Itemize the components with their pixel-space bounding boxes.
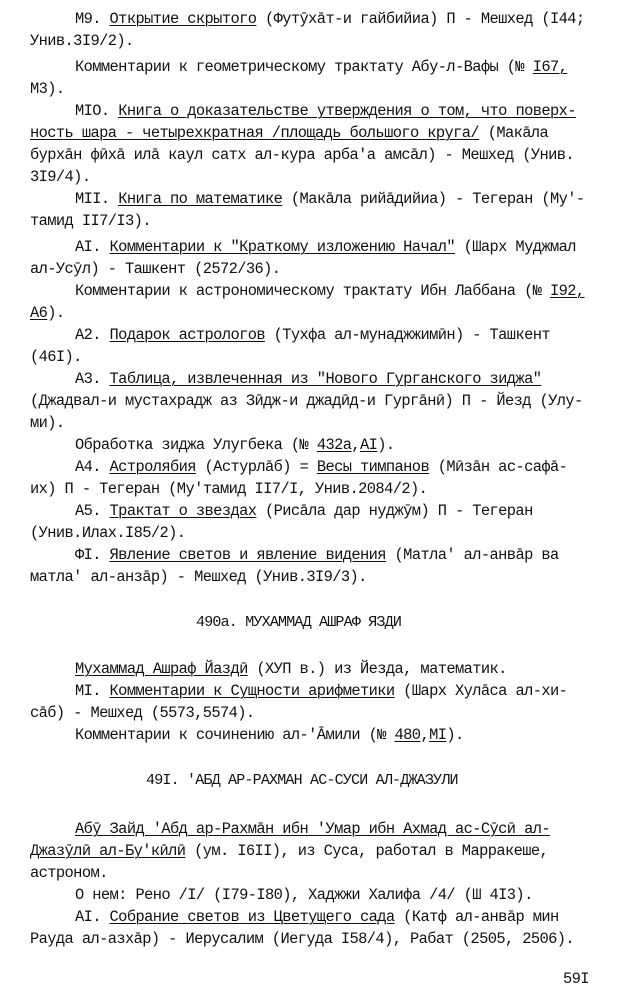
underlined-title: I67, xyxy=(532,58,568,76)
text-run: ал-Усӯл) - Ташкент (2572/36). xyxy=(30,260,281,278)
text-line xyxy=(75,324,550,346)
text-run: Комментарии к сочинению ал-'Āмили (№ xyxy=(75,726,395,744)
text-line xyxy=(75,680,567,702)
text-run: MI. xyxy=(75,682,110,700)
underlined-title: MI xyxy=(429,726,447,744)
text-line xyxy=(75,818,550,840)
text-line xyxy=(75,280,585,302)
text-run: матла' ал-анзāр) - Мешхед (Унив.3I9/3). xyxy=(30,568,367,586)
text-run: ФI. xyxy=(75,546,110,564)
text-line xyxy=(30,78,65,100)
text-run: (Рисāла дар нуджӯм) П - Тегеран xyxy=(256,502,533,520)
text-run: M9. xyxy=(75,10,110,28)
section-heading xyxy=(196,612,401,634)
text-run: ми). xyxy=(30,414,65,432)
text-run: , xyxy=(351,436,360,454)
text-run: , xyxy=(420,726,430,744)
text-line xyxy=(75,434,395,456)
text-run: сāб) - Мешхед (5573,5574). xyxy=(30,704,255,722)
text-line xyxy=(75,500,533,522)
underlined-title: Подарок астрологов xyxy=(109,326,265,344)
text-line xyxy=(30,522,185,544)
text-run: (ум. I6II), из Суса, работал в Марракеше, xyxy=(185,842,549,860)
text-line xyxy=(30,258,280,280)
text-line xyxy=(30,840,548,862)
text-line xyxy=(75,456,567,478)
text-run: ). xyxy=(446,726,464,744)
text-run: Обработка зиджа Улугбека (№ xyxy=(75,436,317,454)
text-run: AI. xyxy=(75,908,110,926)
text-run: A3. xyxy=(75,370,110,388)
text-run: (Астурлāб) = xyxy=(195,458,317,476)
text-run: ). xyxy=(377,436,395,454)
text-line xyxy=(30,144,574,166)
text-run: Унив.3I9/2). xyxy=(30,32,134,50)
text-run: (Макāла рийāдийиа) - Тегеран (Му'- xyxy=(282,190,585,208)
underlined-title: Абӯ Зайд 'Абд ар-Рахмāн ибн 'Умар ибн Ахмад ас-Сӯсӣ ал- xyxy=(75,820,550,838)
text-run: астроном. xyxy=(30,864,108,882)
underlined-title: AI xyxy=(360,436,378,454)
underlined-title: Таблица, извлеченная из "Нового Гурганского зиджа" xyxy=(109,370,542,388)
text-line xyxy=(30,412,65,434)
text-line xyxy=(30,390,583,412)
text-run: 490а. МУХАММАД АШРАФ ЯЗДИ xyxy=(196,614,402,631)
text-run: (Шарх Муджмал xyxy=(454,238,576,256)
underlined-title: Джазӯлӣ ал-Бу'кӣлӣ xyxy=(30,842,186,860)
text-run: (46I). xyxy=(30,348,82,366)
text-run: Комментарии к геометрическому трактату Абу-л-Вафы (№ xyxy=(75,58,533,76)
text-run: (Макāла xyxy=(479,124,549,142)
underlined-title: Комментарии к Сущности арифметики xyxy=(109,682,395,700)
text-line xyxy=(75,100,576,122)
text-line xyxy=(30,862,108,884)
text-line xyxy=(30,210,151,232)
text-line xyxy=(75,188,585,210)
text-line xyxy=(75,368,541,390)
text-line xyxy=(75,724,464,746)
text-line xyxy=(75,544,559,566)
text-line xyxy=(30,566,367,588)
text-line xyxy=(30,302,65,324)
text-line xyxy=(30,478,427,500)
text-run: A2. xyxy=(75,326,110,344)
text-run: ). xyxy=(47,304,65,322)
text-run: (Катф ал-анвāр мин xyxy=(394,908,559,926)
text-run: М3). xyxy=(30,80,65,98)
text-run: бурхāн фӣхā илā каул сатх ал-кура арба'а амсāл) - Мешхед (Унив. xyxy=(30,146,575,164)
text-run: тамид II7/I3). xyxy=(30,212,151,230)
underlined-title: Комментарии к "Краткому изложению Начал" xyxy=(109,238,455,256)
text-run: 3I9/4). xyxy=(30,168,91,186)
underlined-title: I92, xyxy=(549,282,585,300)
underlined-title: Астролябия xyxy=(109,458,196,476)
underlined-title: Книга о доказательстве утверждения о том, что поверх- xyxy=(118,102,576,120)
page-number: 59I xyxy=(563,970,589,988)
underlined-title: A6 xyxy=(30,304,48,322)
text-line xyxy=(75,236,576,258)
text-run: (Футӯхāт-и гайбийиа) П - Мешхед (I44; xyxy=(256,10,585,28)
underlined-title: 432а xyxy=(316,436,352,454)
text-run: (Шарх Хулāса ал-хи- xyxy=(394,682,568,700)
text-line xyxy=(30,928,574,950)
text-line xyxy=(75,658,507,680)
text-line xyxy=(30,122,548,144)
underlined-title: Явление светов и явление видения xyxy=(109,546,386,564)
text-line xyxy=(75,884,533,906)
text-run: MII. xyxy=(75,190,119,208)
text-run: A4. xyxy=(75,458,110,476)
text-run: 49I. 'АБД АР-РАХМАН АС-СУСИ АЛ-ДЖАЗУЛИ xyxy=(146,772,458,789)
underlined-title: Трактат о звездах xyxy=(109,502,257,520)
text-run: (Унив.Илах.I85/2). xyxy=(30,524,186,542)
underlined-title: Собрание светов из Цветущего сада xyxy=(109,908,395,926)
text-line xyxy=(30,346,82,368)
underlined-title: Книга по математике xyxy=(118,190,283,208)
underlined-title: ность шара - четырехкратная /площадь большого круга/ xyxy=(30,124,480,142)
text-run: MIO. xyxy=(75,102,119,120)
text-run: Рауда ал-азхāр) - Иерусалим (Иегуда I58/4), Рабат (2505, 2506). xyxy=(30,930,575,948)
text-run: (Тухфа ал-мунаджжимӣн) - Ташкент xyxy=(265,326,550,344)
text-run: О нем: Рено /I/ (I79-I80), Хаджжи Халифа /4/ (Ш 4I3). xyxy=(75,886,533,904)
text-line xyxy=(75,906,559,928)
underlined-title: Открытие скрытого xyxy=(109,10,257,28)
text-run: (Матла' ал-анвāр ва xyxy=(385,546,559,564)
text-run: (Мӣзāн ас-сафā- xyxy=(429,458,568,476)
underlined-title: 480 xyxy=(394,726,421,744)
text-run: (ХУП в.) из Йезда, математик. xyxy=(247,660,507,678)
text-run: их) П - Тегеран (Му'тамид II7/I, Унив.2084/2). xyxy=(30,480,428,498)
text-line xyxy=(75,8,585,30)
text-run: A5. xyxy=(75,502,110,520)
text-line xyxy=(30,166,90,188)
text-run: AI. xyxy=(75,238,110,256)
underlined-title: Мухаммад Ашраф Йаздӣ xyxy=(75,660,248,678)
text-line xyxy=(30,702,255,724)
text-line xyxy=(75,56,567,78)
underlined-title: Весы тимпанов xyxy=(316,458,430,476)
text-line xyxy=(30,30,134,52)
text-run: Комментарии к астрономическому трактату Ибн Лаббана (№ xyxy=(75,282,550,300)
section-heading xyxy=(146,770,458,792)
text-run: (Джадвал-и мустахрадж аз Зӣдж-и джадӣд-и Гургāнӣ) П - Йезд (Улу- xyxy=(30,392,583,410)
